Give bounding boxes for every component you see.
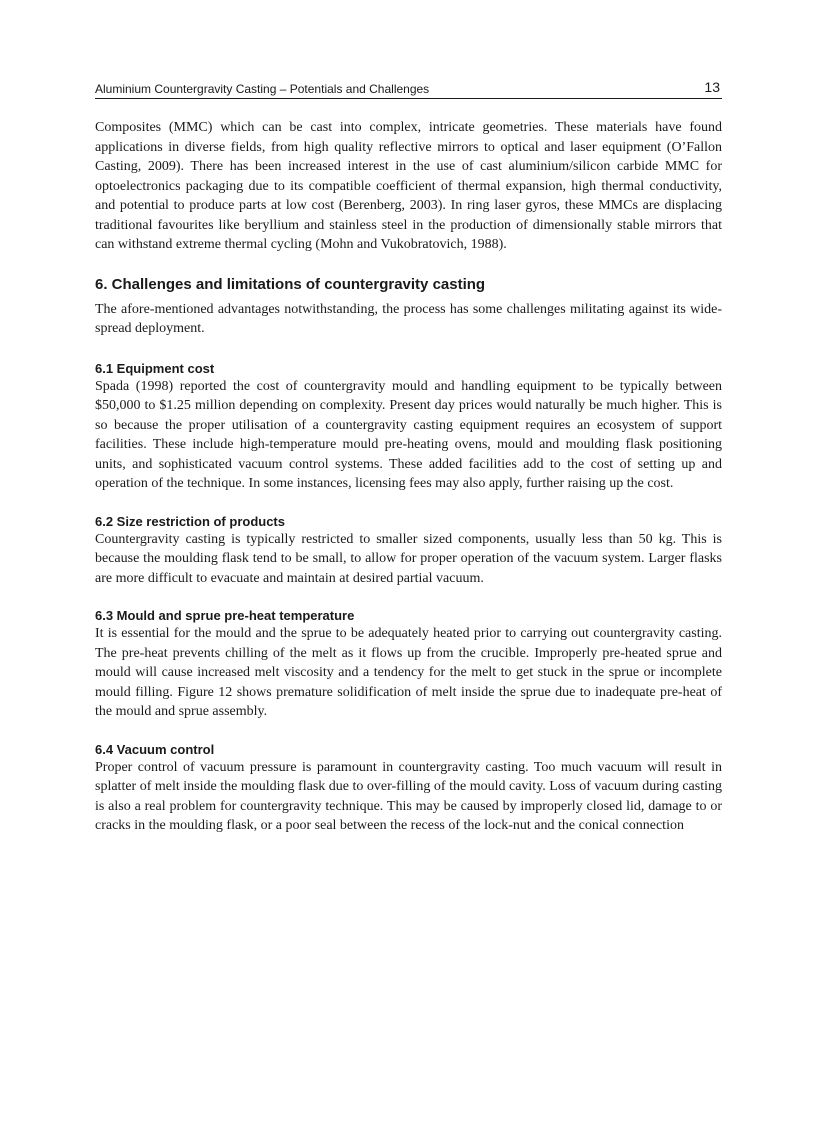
running-header	[95, 80, 722, 99]
section-intro-paragraph: The afore-mentioned advantages notwithstanding, the process has some challenges militating against its wide-spread deployment.	[95, 301, 722, 336]
section-heading: 6. Challenges and limitations of countergravity casting	[95, 275, 486, 293]
subsection-heading-size-restriction: 6.2 Size restriction of products	[95, 513, 285, 529]
paragraph-vacuum-control: Proper control of vacuum pressure is paramount in countergravity casting. Too much vacuum will result in splatter of melt inside the moulding flask due to over-filling of the mould cavity. Loss of vacuum during casting is also a real problem for countergravity technique. This may be caused by improperly closed lid, damage to or cracks in the moulding flask, or a poor seal between the recess of the lock-nut and the conical connection	[95, 759, 722, 833]
intro-paragraph: Composites (MMC) which can be cast into complex, intricate geometries. These materials have found applications in diverse fields, from high quality reflective mirrors to optical and laser equipment (O’Fallon Casting, 2009). There has been increased interest in the use of cast aluminium/silicon carbide MMC for optoelectronics packaging due to its compatible coefficient of thermal expansion, high thermal conductivity, and potential to produce parts at low cost (Berenberg, 2003). In ring laser gyros, these MMCs are displacing traditional favourites like beryllium and stainless steel in the production of dimensionally stable mirrors that can withstand extreme thermal cycling (Mohn and Vukobratovich, 1988).	[95, 120, 722, 252]
running-title: Aluminium Countergravity Casting – Potentials and Challenges	[95, 82, 430, 96]
subsection-heading-vacuum-control: 6.4 Vacuum control	[95, 741, 215, 757]
page-number: 13	[704, 79, 720, 95]
page-body	[95, 118, 722, 836]
paragraph-equipment-cost: Spada (1998) reported the cost of countergravity mould and handling equipment to be typically between $50,000 to $1.25 million depending on complexity. Present day prices would naturally be much higher. This is so because the proper utilisation of a countergravity casting equipment requires an ecosystem of support facilities. These include high-temperature mould pre-heating ovens, mould and moulding flask positioning units, and sophisticated vacuum control systems. These added facilities add to the cost of setting up and operation of the technique. In some instances, licensing fees may also apply, further raising up the cost.	[95, 378, 722, 491]
subsection-heading-preheat-temperature: 6.3 Mould and sprue pre-heat temperature	[95, 608, 355, 623]
subsection-heading-equipment-cost: 6.1 Equipment cost	[95, 360, 215, 376]
paragraph-size-restriction: Countergravity casting is typically restricted to smaller sized components, usually less than 50 kg. This is because the moulding flask tend to be small, to allow for proper operation of the vacuum system. Larger flasks are more difficult to evacuate and maintain at desired partial vacuum.	[95, 531, 722, 586]
paragraph-preheat-temperature: It is essential for the mould and the sprue to be adequately heated prior to carrying out countergravity casting. The pre-heat prevents chilling of the melt as it flows up from the crucible. Improperly pre-heated sprue and mould will cause increased melt viscosity and a tendency for the melt to get stuck in the sprue or incomplete mould filling. Figure 12 shows premature solidification of melt inside the sprue due to inadequate pre-heat of the mould and sprue assembly.	[95, 626, 722, 719]
